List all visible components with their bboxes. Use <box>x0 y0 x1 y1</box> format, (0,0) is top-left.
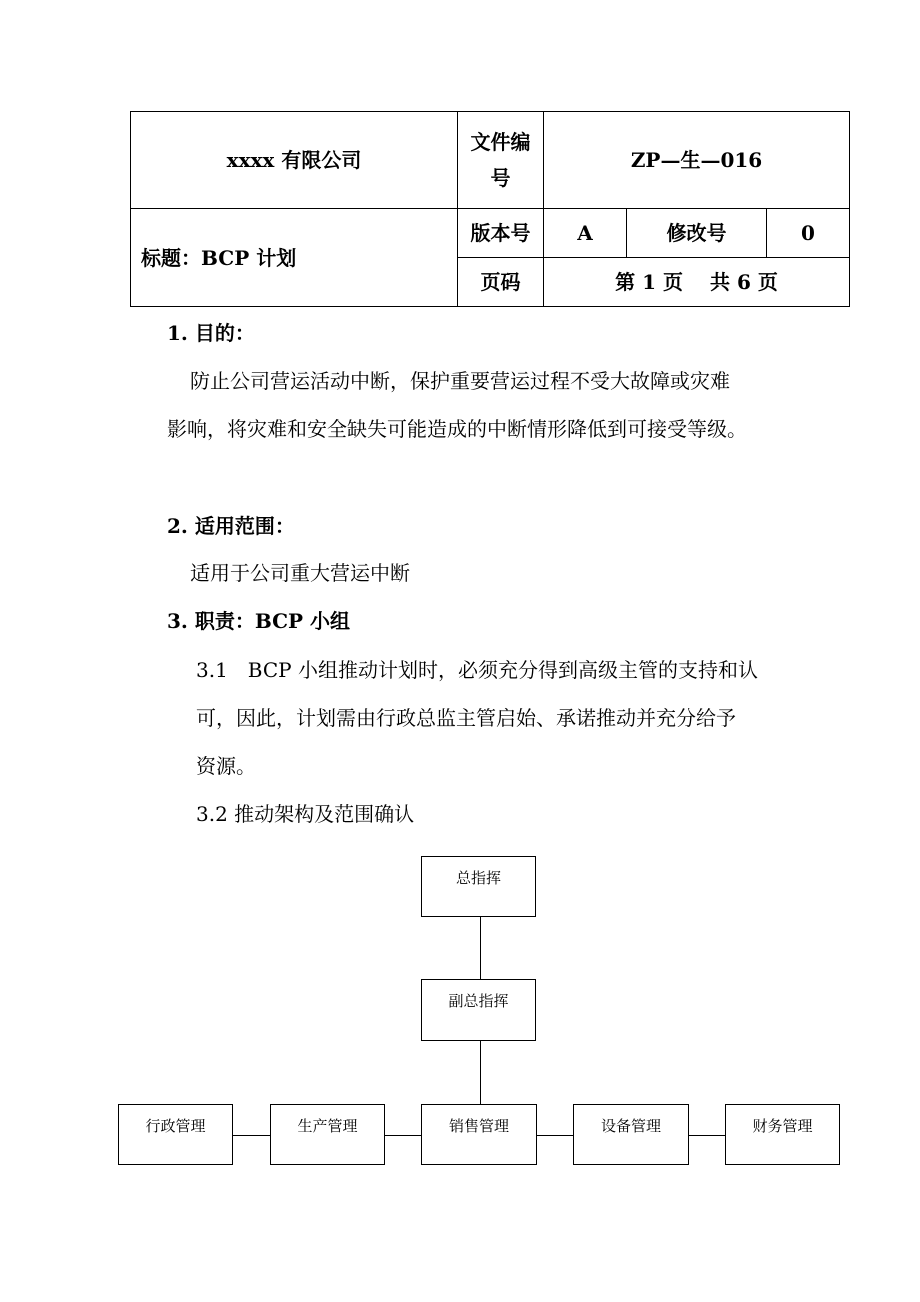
page-value: 第 1 页 共 6 页 <box>544 258 850 307</box>
connector-equipment-finance <box>688 1135 726 1136</box>
section-2-heading: 2. 适用范围： <box>167 514 295 538</box>
document-title: 标题：BCP 计划 <box>131 209 458 307</box>
page-label: 页码 <box>458 258 544 307</box>
section-3-1-line-1: 3.1 BCP 小组推动计划时，必须充分得到高级主管的支持和认 <box>196 658 758 682</box>
org-box-deputy-commander: 副总指挥 <box>421 979 536 1041</box>
org-box-sales: 销售管理 <box>421 1104 537 1165</box>
section-3-heading: 3. 职责：BCP 小组 <box>167 609 351 633</box>
connector-deputy-sales <box>480 1040 481 1104</box>
section-3-1-line-2: 可，因此，计划需由行政总监主管启始、承诺推动并充分给予 <box>196 706 736 730</box>
org-box-equipment: 设备管理 <box>573 1104 689 1165</box>
section-1-line-1: 防止公司营运活动中断，保护重要营运过程不受大故障或灾难 <box>190 369 730 393</box>
version-label: 版本号 <box>458 209 544 258</box>
section-1-heading: 1. 目的： <box>167 321 255 345</box>
section-1-line-2: 影响，将灾难和安全缺失可能造成的中断情形降低到可接受等级。 <box>167 417 747 441</box>
connector-production-sales <box>384 1135 422 1136</box>
version-value: A <box>544 209 627 258</box>
section-3-2-title: 3.2 推动架构及范围确认 <box>196 802 415 826</box>
revision-label: 修改号 <box>627 209 767 258</box>
connector-admin-production <box>232 1135 270 1136</box>
org-box-production: 生产管理 <box>270 1104 385 1165</box>
section-3-1-line-3: 资源。 <box>196 754 256 778</box>
section-2-body: 适用于公司重大营运中断 <box>190 561 410 585</box>
connector-sales-equipment <box>536 1135 574 1136</box>
doc-no-value: ZP—生—016 <box>544 112 850 209</box>
connector-top-deputy <box>480 916 481 979</box>
doc-no-label <box>458 112 544 209</box>
org-box-admin: 行政管理 <box>118 1104 233 1165</box>
revision-value: 0 <box>767 209 850 258</box>
doc-no-label-text: 文件编号 <box>470 130 531 190</box>
org-box-finance: 财务管理 <box>725 1104 840 1165</box>
company-name: xxxx 有限公司 <box>131 112 458 209</box>
document-header-table <box>130 111 850 307</box>
org-box-commander: 总指挥 <box>421 856 536 917</box>
